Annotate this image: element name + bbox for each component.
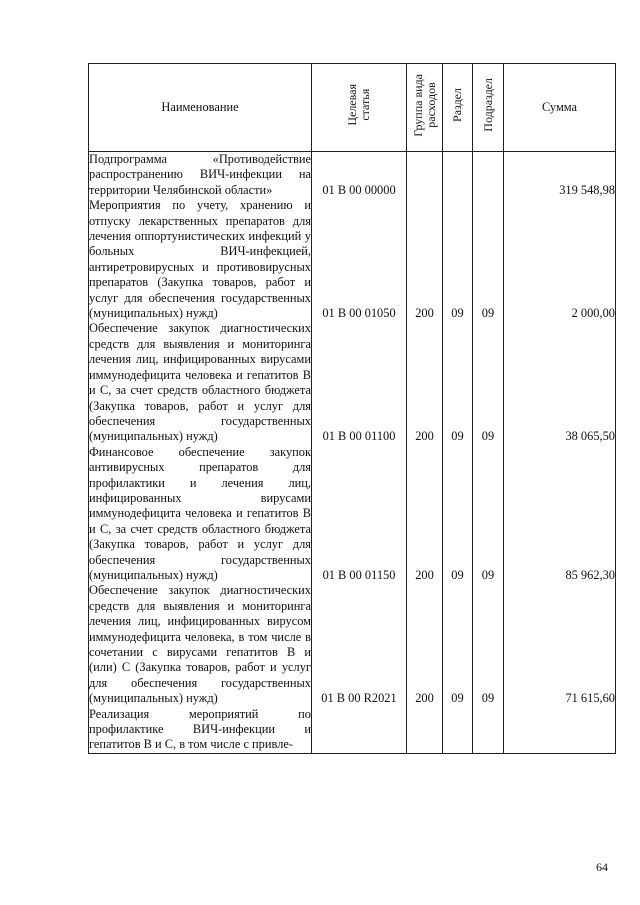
row-sum: 38 065,50 bbox=[504, 321, 616, 444]
row-code: 01 В 00 01150 bbox=[312, 445, 407, 584]
row-name: Обеспечение закупок диагностических средств для выявления и мониторинга лечения лиц, инфицированных вирусом иммунодефицита человека, в том числе в сочетании с вирусами гепатитов В и (или) С (Закупка товаров, работ и услуг для обеспечения государственных (муниципальных) нужд) bbox=[89, 583, 311, 706]
row-name: Подпрограмма «Противодействие распространению ВИЧ-инфекции на территории Челябинской области» bbox=[89, 152, 311, 197]
row-name: Обеспечение закупок диагностических средств для выявления и мониторинга лечения лиц, инфицированных вирусами иммунодефицита человека и гепатитов В и С, за счет средств областного бюджета (Закупка товаров, работ и услуг для обеспечения государственных (муниципальных) нужд) bbox=[89, 321, 311, 444]
table-row bbox=[89, 152, 616, 199]
row-code: 01 В 00 01050 bbox=[312, 198, 407, 321]
header-expense-group: Группа вида расходов bbox=[407, 64, 443, 152]
header-target-article: Целевая статья bbox=[312, 64, 407, 152]
row-section bbox=[443, 152, 473, 199]
page-number: 64 bbox=[596, 860, 608, 874]
table-row bbox=[89, 445, 616, 584]
row-section: 09 bbox=[443, 445, 473, 584]
table-row bbox=[89, 198, 616, 321]
table-row bbox=[89, 321, 616, 444]
header-subsection: Подраздел bbox=[473, 64, 504, 152]
row-code: 01 В 00 00000 bbox=[312, 152, 407, 199]
row-section bbox=[443, 707, 473, 754]
row-group: 200 bbox=[407, 198, 443, 321]
table-header-row bbox=[89, 64, 616, 152]
row-subsection: 09 bbox=[473, 321, 504, 444]
row-group: 200 bbox=[407, 583, 443, 706]
row-subsection: 09 bbox=[473, 445, 504, 584]
row-group: 200 bbox=[407, 321, 443, 444]
row-sum: 85 962,30 bbox=[504, 445, 616, 584]
row-code bbox=[312, 707, 407, 754]
row-group bbox=[407, 152, 443, 199]
row-code: 01 В 00 R2021 bbox=[312, 583, 407, 706]
row-subsection: 09 bbox=[473, 583, 504, 706]
row-name: Финансовое обеспечение закупок антивирусных препаратов для профилактики и лечения лиц, инфицированных вирусами иммунодефицита человека и гепатитов В и С, за счет средств областного бюджета (Закупка товаров, работ и услуг для обеспечения государственных (муниципальных) нужд) bbox=[89, 444, 311, 582]
header-sum: Сумма bbox=[504, 64, 616, 152]
table-row bbox=[89, 707, 616, 754]
row-code: 01 В 00 01100 bbox=[312, 321, 407, 444]
row-section: 09 bbox=[443, 198, 473, 321]
budget-table bbox=[88, 63, 616, 754]
header-name: Наименование bbox=[89, 64, 312, 152]
row-sum: 71 615,60 bbox=[504, 583, 616, 706]
row-subsection: 09 bbox=[473, 198, 504, 321]
row-section: 09 bbox=[443, 321, 473, 444]
row-name: Реализация мероприятий по профилактике ВИЧ-инфекции и гепатитов В и С, в том числе с привле- bbox=[89, 706, 311, 752]
row-name: Мероприятия по учету, хранению и отпуску лекарственных препаратов для лечения оппортунистических инфекций у больных ВИЧ-инфекцией, антиретровирусных и противовирусных препаратов (Закупка товаров, работ и услуг для обеспечения государственных (муниципальных) нужд) bbox=[89, 198, 311, 321]
row-group bbox=[407, 707, 443, 754]
row-sum bbox=[504, 707, 616, 754]
row-subsection bbox=[473, 707, 504, 754]
row-group: 200 bbox=[407, 445, 443, 584]
table-row bbox=[89, 583, 616, 706]
header-section: Раздел bbox=[443, 64, 473, 152]
row-sum: 2 000,00 bbox=[504, 198, 616, 321]
row-section: 09 bbox=[443, 583, 473, 706]
row-subsection bbox=[473, 152, 504, 199]
row-sum: 319 548,98 bbox=[504, 152, 616, 199]
